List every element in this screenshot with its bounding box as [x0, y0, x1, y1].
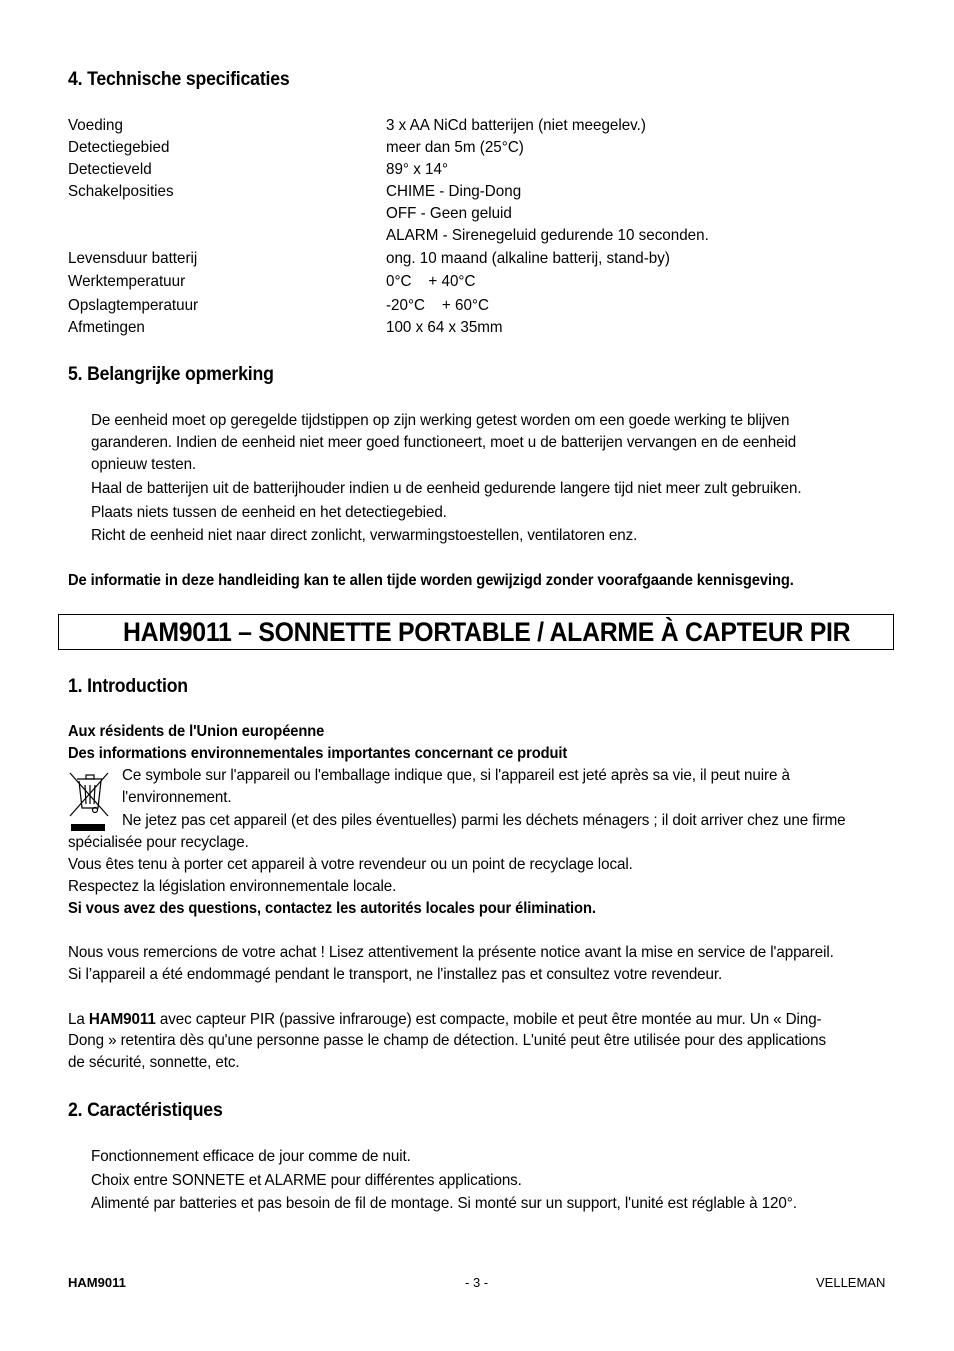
product-description-line: de sécurité, sonnette, etc. [68, 1054, 240, 1071]
spec-row [68, 117, 888, 139]
spec-label: Levensduur batterij [68, 250, 198, 267]
spec-value: OFF - Geen geluid [386, 205, 512, 222]
spec-row [68, 319, 888, 341]
section-heading-specs: 4. Technische specificaties [68, 69, 290, 90]
spec-row [68, 227, 888, 249]
spec-row [68, 183, 888, 205]
notice-line: Richt de eenheid niet naar direct zonlicht, verwarmingstoestellen, ventilatoren enz. [91, 527, 638, 544]
product-description-line: Dong » retentira dès qu'une personne passe le champ de détection. L'unité peut être utilisée pour des applications [68, 1032, 827, 1049]
feature-item: Choix entre SONNETE et ALARME pour différentes applications. [91, 1172, 522, 1189]
spec-value: ALARM - Sirenegeluid gedurende 10 seconden. [386, 227, 709, 244]
spec-value: ong. 10 maand (alkaline batterij, stand-by) [386, 250, 670, 267]
notice-line: opnieuw testen. [91, 456, 197, 473]
product-description-line [68, 1011, 822, 1029]
spec-value: 0°C + 40°C [386, 273, 476, 290]
notice-line: Haal de batterijen uit de batterijhouder indien u de eenheid gedurende langere tijd niet meer zult gebruiken. [91, 480, 802, 497]
spec-label: Schakelposities [68, 183, 174, 200]
footer-model: HAM9011 [68, 1275, 126, 1290]
weee-bin-icon [68, 770, 112, 834]
weee-text-line: Ne jetez pas cet appareil (et des piles éventuelles) parmi les déchets ménagers ; il doit arriver chez une firme [122, 812, 846, 829]
weee-text-line: l'environnement. [122, 789, 232, 806]
spec-value: meer dan 5m (25°C) [386, 139, 524, 156]
feature-item: Alimenté par batteries et pas besoin de fil de montage. Si monté sur un support, l'unité est réglable à 120°. [91, 1195, 797, 1212]
document-title: HAM9011 – SONNETTE PORTABLE / ALARME À CAPTEUR PIR [123, 617, 851, 647]
eu-residents-title: Aux résidents de l'Union européenne [68, 723, 325, 740]
description-text: avec capteur PIR (passive infrarouge) est compacte, mobile et peut être montée au mur. Un « Ding- [155, 1011, 822, 1028]
spec-row [68, 273, 888, 295]
thanks-text-line: Si l’appareil a été endommagé pendant le transport, ne l'installez pas et consultez votre revendeur. [68, 966, 723, 983]
notice-line: garanderen. Indien de eenheid niet meer goed functioneert, moet u de batterijen vervangen en de eenheid [91, 434, 797, 451]
spec-row [68, 205, 888, 227]
thanks-text-line: Nous vous remercions de votre achat ! Lisez attentivement la présente notice avant la mise en service de l'appareil. [68, 944, 834, 961]
product-code: HAM9011 [88, 1011, 156, 1028]
document-title-box [58, 614, 894, 650]
spec-value: 3 x AA NiCd batterijen (niet meegelev.) [386, 117, 646, 134]
spec-label: Detectieveld [68, 161, 152, 178]
disclaimer-text: De informatie in deze handleiding kan te allen tijde worden gewijzigd zonder voorafgaande kennisgeving. [68, 572, 794, 589]
section-heading-notice: 5. Belangrijke opmerking [68, 364, 274, 385]
footer-brand: VELLEMAN [816, 1275, 886, 1290]
spec-label: Detectiegebied [68, 139, 170, 156]
feature-item: Fonctionnement efficace de jour comme de nuit. [91, 1148, 411, 1165]
notice-line: Plaats niets tussen de eenheid en het detectiegebied. [91, 504, 447, 521]
weee-text-line: Vous êtes tenu à porter cet appareil à votre revendeur ou un point de recyclage local. [68, 856, 633, 873]
spec-label: Opslagtemperatuur [68, 297, 199, 314]
spec-value: CHIME - Ding-Dong [386, 183, 522, 200]
spec-value: 89° x 14° [386, 161, 449, 178]
footer-page-number: - 3 - [465, 1275, 489, 1290]
spec-value: -20°C + 60°C [386, 297, 489, 314]
section-heading-introduction: 1. Introduction [68, 676, 188, 697]
eu-environment-subtitle: Des informations environnementales importantes concernant ce produit [68, 745, 568, 762]
description-prefix: La [68, 1011, 89, 1028]
spec-label: Werktemperatuur [68, 273, 186, 290]
spec-row [68, 297, 888, 319]
spec-row [68, 250, 888, 272]
weee-text-line: Respectez la législation environnementale locale. [68, 878, 397, 895]
section-heading-features: 2. Caractéristiques [68, 1100, 223, 1121]
notice-line: De eenheid moet op geregelde tijdstippen op zijn werking getest worden om een goede werking te blijven [91, 412, 790, 429]
weee-text-line: spécialisée pour recyclage. [68, 834, 249, 851]
spec-row [68, 161, 888, 183]
spec-label: Afmetingen [68, 319, 145, 336]
spec-row [68, 139, 888, 161]
weee-contact-text: Si vous avez des questions, contactez les autorités locales pour élimination. [68, 900, 596, 917]
spec-label: Voeding [68, 117, 123, 134]
spec-value: 100 x 64 x 35mm [386, 319, 503, 336]
weee-text-line: Ce symbole sur l'appareil ou l'emballage indique que, si l'appareil est jeté après sa vie, il peut nuire à [122, 767, 790, 784]
